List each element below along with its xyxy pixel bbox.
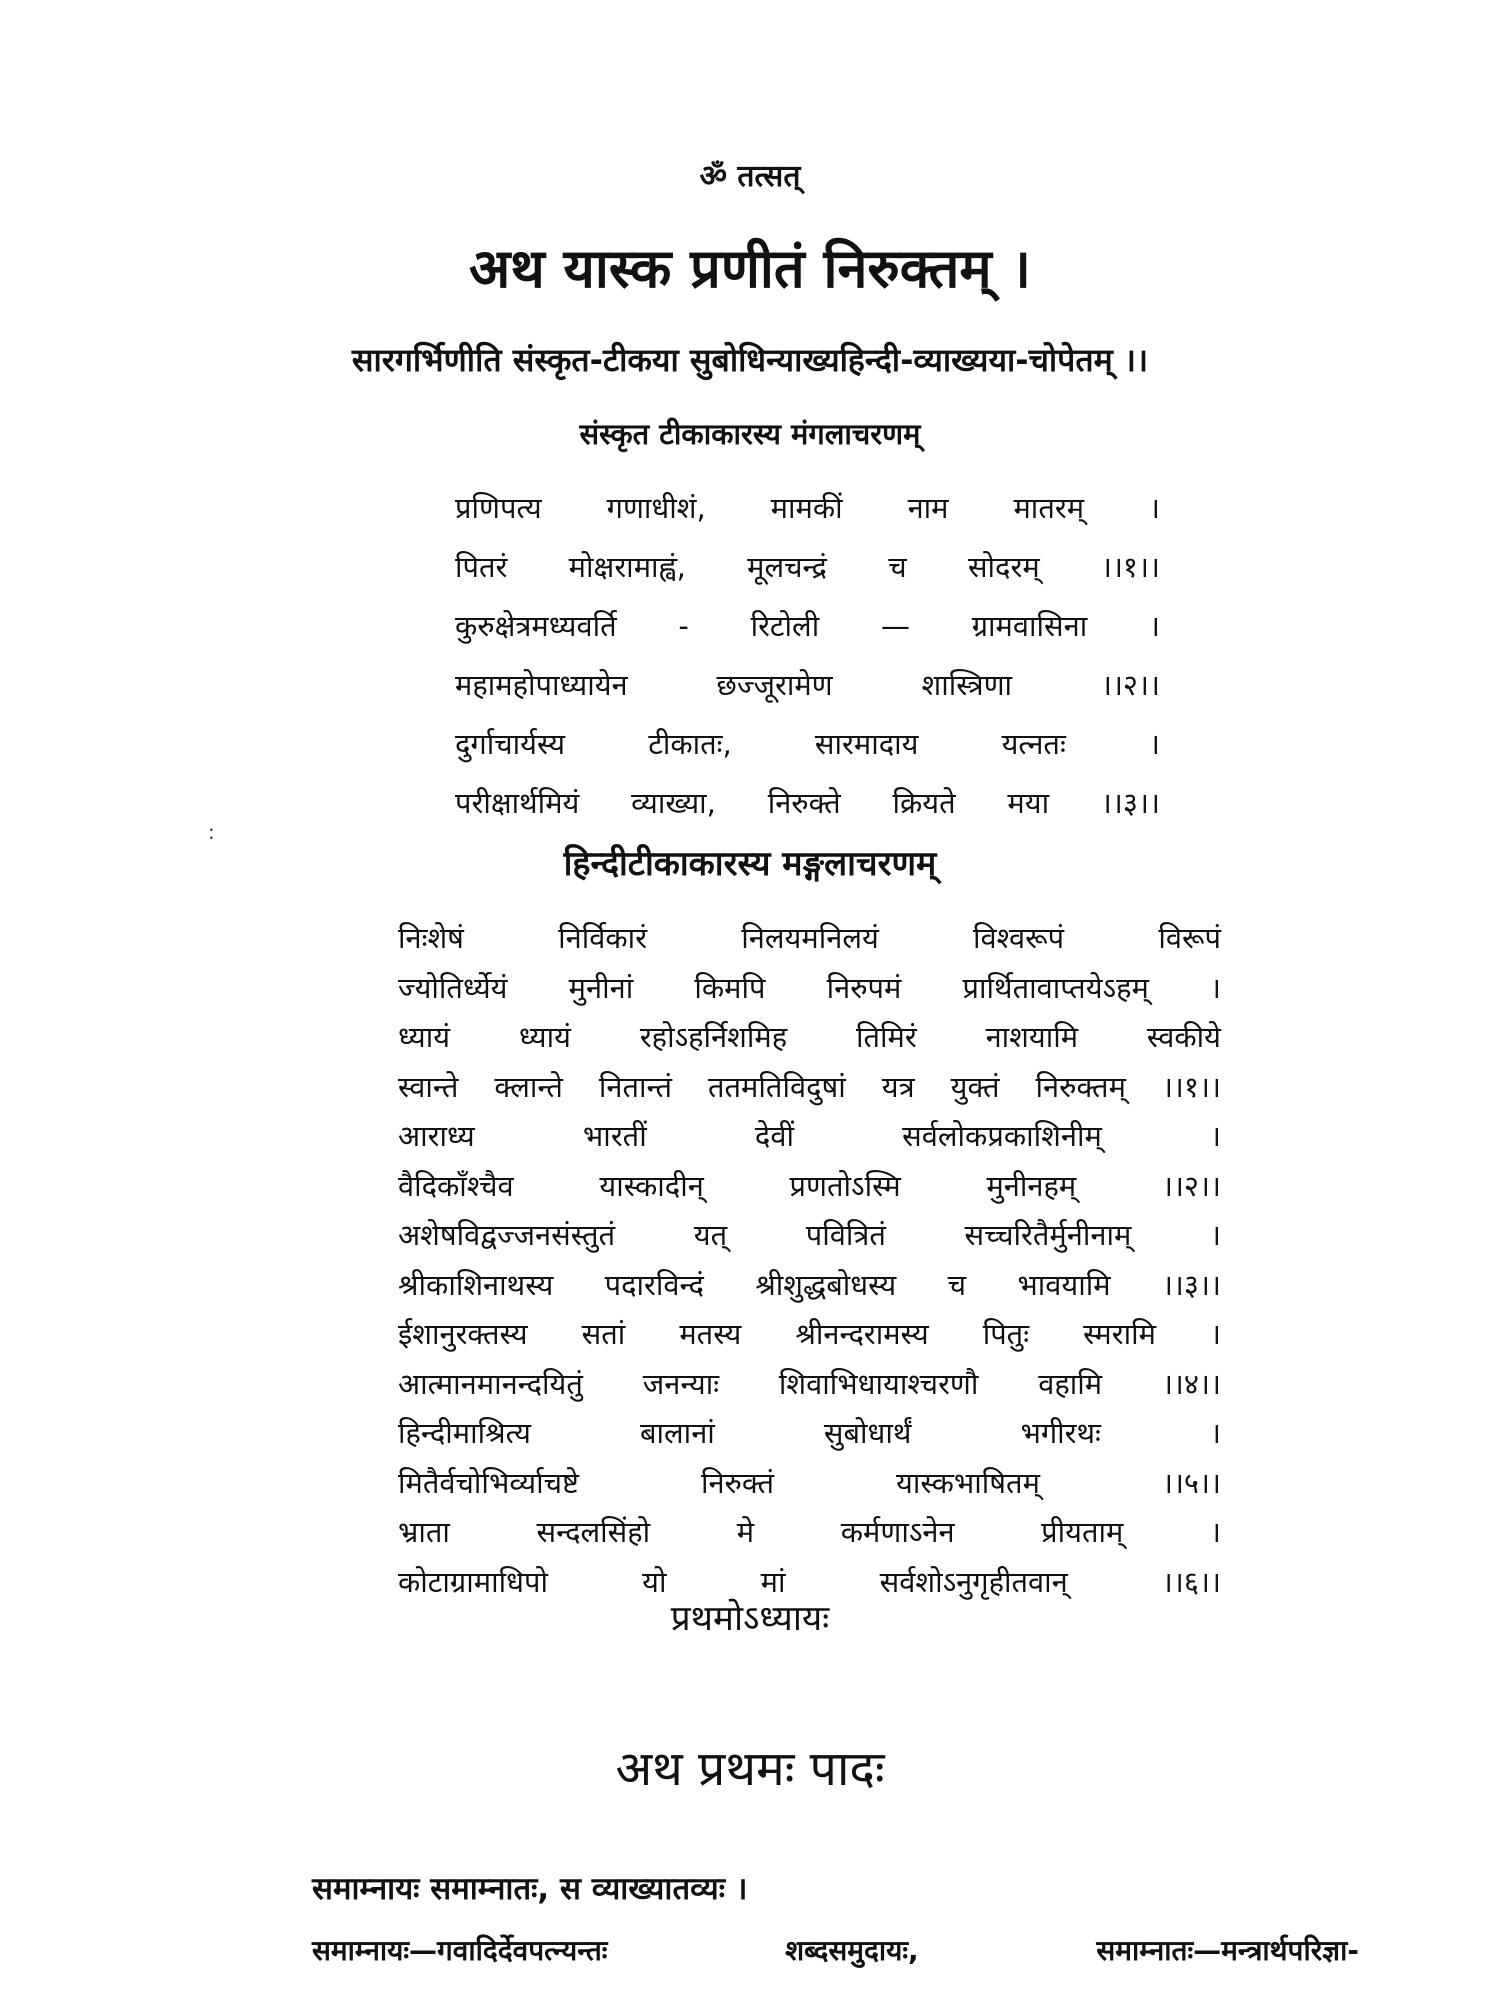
verse-word: भावयामि (1017, 1267, 1111, 1302)
verse-word: मितैर्वचोभिर्व्याचष्टे (398, 1465, 579, 1500)
verse-word: निरुक्तम् (1035, 1069, 1126, 1104)
verse-line (398, 970, 1221, 1005)
verse-word: श्रीकाशिनाथस्य (398, 1267, 554, 1302)
verse-word: प्रणिपत्य (455, 491, 542, 525)
verse-word: । (1210, 1317, 1221, 1351)
verse-word: टीकातः, (648, 727, 732, 761)
verse-word: क्लान्ते (494, 1069, 563, 1104)
verse-word: ईशानुरक्तस्य (398, 1317, 528, 1351)
verse-word: रहोऽहर्निशमिह (639, 1020, 788, 1054)
verse-word: श्रीनन्दरामस्य (795, 1317, 929, 1351)
commentary-line (312, 1934, 1359, 1967)
verse-word: सतां (581, 1317, 626, 1351)
verse-word: निलयमनिलयं (741, 921, 879, 955)
verse-word: मूलचन्द्रं (747, 550, 827, 584)
verse-word: गणाधीशं, (606, 491, 706, 525)
verse-word: कर्मणाऽनेन (840, 1515, 955, 1549)
verse-word: निरुपमं (826, 970, 902, 1005)
verse-word: पितरं (455, 550, 508, 584)
verse-line (398, 1168, 1221, 1203)
verse-word: भारतीं (582, 1119, 647, 1153)
verse-word: परीक्षार्थमियं (455, 786, 580, 820)
verse-word: प्रीयताम् (1041, 1515, 1124, 1549)
verse-word: च (888, 550, 907, 584)
verse-word: ।।६।। (1161, 1564, 1221, 1599)
margin-mark: : (208, 820, 215, 844)
verse-word: यत्नतः (1001, 727, 1066, 761)
verse-word: । (1209, 1218, 1221, 1252)
verse-word: पितुः (982, 1317, 1030, 1351)
verse-word: मतस्य (679, 1317, 742, 1351)
verse-word: यत् (693, 1218, 728, 1252)
verse-word: विश्वरूपं (973, 921, 1065, 955)
verse-word: देवीं (754, 1119, 794, 1153)
verse-word: शिवाभिधायाश्चरणौ (778, 1366, 979, 1401)
verse-word: नाशयामि (985, 1020, 1079, 1054)
verse-word: यत्र (881, 1069, 915, 1104)
verse-line (398, 1564, 1221, 1599)
verse-word: भ्राता (398, 1515, 450, 1549)
verse-line (398, 1416, 1221, 1450)
verse-word: शास्त्रिणा (921, 668, 1013, 702)
pada-heading: अथ प्रथमः पादः (615, 1741, 885, 1797)
verse-word: ।।१।। (1161, 1069, 1221, 1104)
verse-word: मामकीं (770, 491, 843, 525)
verse-word: मां (760, 1564, 786, 1599)
verse-word: - (678, 609, 689, 643)
sanskrit-invocation-heading: संस्कृत टीकाकारस्य मंगलाचरणम् (579, 417, 921, 451)
verse-word: सुबोधार्थं (823, 1416, 912, 1450)
verse-word: मोक्षरामाह्वं, (568, 550, 686, 584)
verse-line (455, 609, 1160, 643)
verse-word: नाम (907, 491, 949, 525)
verse-line (398, 1366, 1221, 1401)
verse-word: अशेषविद्वज्जनसंस्तुतं (398, 1218, 616, 1252)
verse-word: ।।३।। (1161, 1267, 1221, 1302)
verse-word: मुनीनां (568, 970, 634, 1005)
verse-word: । (1148, 609, 1160, 643)
verse-word: ध्यायं (398, 1020, 451, 1054)
verse-word: मे (736, 1515, 755, 1549)
verse-word: सर्वलोकप्रकाशिनीम् (902, 1119, 1102, 1153)
verse-word: ग्रामवासिना (971, 609, 1088, 643)
hindi-invocation-heading: हिन्दीटीकाकारस्य मङ्गलाचरणम् (563, 844, 937, 884)
verse-word: वहामि (1038, 1366, 1103, 1401)
verse-word: — (880, 609, 910, 643)
verse-line (398, 1218, 1221, 1252)
verse-word: मातरम् (1013, 491, 1085, 525)
verse-word: नितान्तं (598, 1069, 672, 1104)
verse-word: बालानां (639, 1416, 715, 1450)
invocation: ॐ तत्सत् (699, 159, 801, 194)
verse-word: । (1209, 1515, 1221, 1549)
commentary-segment: समाम्नातः—मन्त्रार्थपरिज्ञा- (1096, 1934, 1359, 1967)
verse-word: आत्मानमानन्दयितुं (398, 1366, 583, 1401)
verse-word: सन्दलसिंहो (536, 1515, 651, 1549)
verse-word: सर्वशोऽनुगृहीतवान् (879, 1564, 1068, 1599)
verse-line (398, 1317, 1221, 1351)
verse-line (455, 668, 1160, 702)
verse-word: ।।५।। (1161, 1465, 1221, 1500)
commentary-segment: शब्दसमुदायः, (785, 1934, 919, 1967)
verse-word: ।।२।। (1100, 668, 1160, 702)
verse-word: मया (1007, 786, 1050, 820)
verse-word: आराध्य (398, 1119, 475, 1153)
verse-word: च (947, 1267, 966, 1302)
verse-word: जनन्याः (642, 1366, 720, 1401)
verse-line (398, 1020, 1221, 1054)
main-title: अथ यास्क प्रणीतं निरुक्तम् । (468, 237, 1031, 300)
verse-word: निःशेषं (398, 921, 464, 955)
verse-word: वैदिकाँश्चैव (398, 1168, 514, 1203)
verse-word: हिन्दीमाश्रित्य (398, 1416, 531, 1450)
verse-word: स्मरामि (1083, 1317, 1156, 1351)
verse-line (398, 1267, 1221, 1302)
verse-word: व्याख्या, (631, 786, 716, 820)
verse-word: छज्जूरामेण (716, 668, 833, 702)
verse-word: ।।४।। (1161, 1366, 1221, 1401)
verse-word: ततमतिविदुषां (708, 1069, 846, 1104)
verse-word: । (1148, 727, 1160, 761)
verse-word: सोदरम् (967, 550, 1040, 584)
verse-line (398, 1119, 1221, 1153)
verse-word: पदारविन्दं (604, 1267, 704, 1302)
verse-word: । (1209, 1119, 1221, 1153)
verse-word: कोटाग्रामाधिपो (398, 1564, 548, 1599)
sutra-text: समाम्नायः समाम्नातः, स व्याख्यातव्यः । (312, 1871, 748, 1907)
verse-line (398, 921, 1221, 955)
verse-word: ध्यायं (518, 1020, 571, 1054)
verse-word: मुनीनहम् (986, 1168, 1077, 1203)
verse-word: ज्योतिर्ध्येयं (398, 970, 508, 1005)
verse-word: क्रियते (892, 786, 956, 820)
chapter-heading: प्रथमोऽध्यायः (670, 1599, 830, 1639)
verse-word: दुर्गाचार्यस्य (455, 727, 566, 761)
verse-word: सच्चरितैर्मुनीनाम् (964, 1218, 1132, 1252)
verse-line (455, 491, 1160, 525)
verse-line (398, 1515, 1221, 1549)
verse-word: ।।२।। (1161, 1168, 1221, 1203)
verse-word: । (1209, 970, 1221, 1005)
verse-word: निरुक्तं (700, 1465, 774, 1500)
verse-word: महामहोपाध्यायेन (455, 668, 628, 702)
verse-line (398, 1465, 1221, 1500)
verse-word: युक्तं (950, 1069, 1000, 1104)
commentary-segment: समाम्नायः—गवादिर्देवपत्न्यन्तः (312, 1934, 608, 1967)
verse-word: ।।३।। (1100, 786, 1160, 820)
verse-word: यो (642, 1564, 667, 1599)
verse-word: निर्विकारं (558, 921, 648, 955)
verse-word: पवित्रितं (805, 1218, 886, 1252)
verse-word: विरूपं (1158, 921, 1221, 955)
verse-word: स्वान्ते (398, 1069, 459, 1104)
verse-word: भगीरथः (1020, 1416, 1101, 1450)
verse-word: प्रार्थितावाप्तयेऽहम् (962, 970, 1149, 1005)
verse-word: किमपि (694, 970, 766, 1005)
verse-word: ।।१।। (1100, 550, 1160, 584)
subtitle: सारगर्भिणीति संस्कृत-टीकया सुबोधिन्याख्यहिन्दी-व्याख्यया-चोपेतम् ।। (351, 341, 1149, 379)
verse-word: प्रणतोऽस्मि (789, 1168, 901, 1203)
verse-word: । (1149, 491, 1160, 525)
verse-word: श्रीशुद्धबोधस्य (755, 1267, 897, 1302)
verse-line (455, 550, 1160, 584)
verse-word: स्वकीये (1146, 1020, 1221, 1054)
verse-line (455, 786, 1160, 820)
verse-line (398, 1069, 1221, 1104)
verse-word: यास्कादीन् (599, 1168, 704, 1203)
verse-word: सारमादाय (814, 727, 919, 761)
verse-word: यास्कभाषितम् (896, 1465, 1040, 1500)
verse-line (455, 727, 1160, 761)
verse-word: । (1209, 1416, 1221, 1450)
verse-word: निरुक्ते (767, 786, 841, 820)
verse-word: कुरुक्षेत्रमध्यवर्ति (455, 609, 617, 643)
verse-word: रिटोली (750, 609, 820, 643)
verse-word: तिमिरं (855, 1020, 917, 1054)
